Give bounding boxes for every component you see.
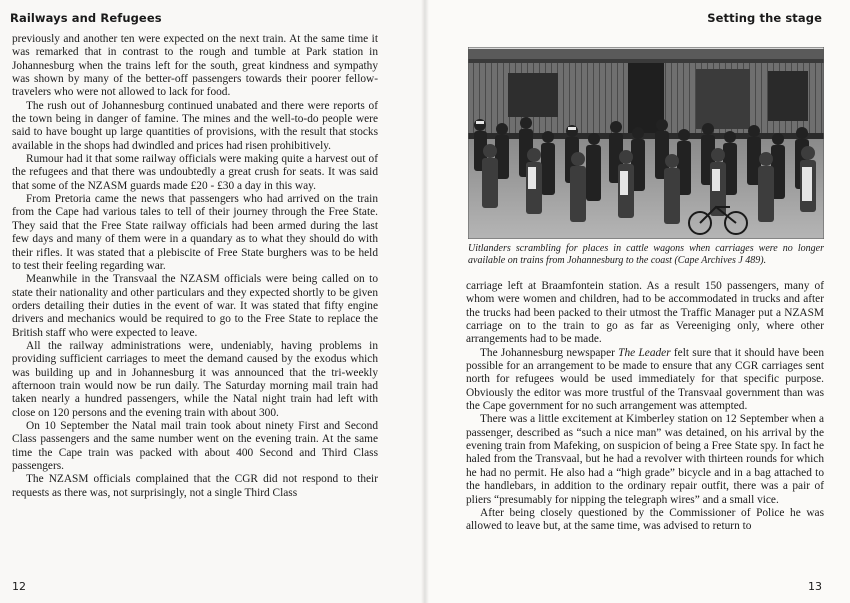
- paragraph: carriage left at Braamfontein station. As a result 150 passengers, many of whom were women and children, had to be accommodated in trucks and after the trucks had been packed to their utmost the Traffic Manager put a NZASM carriage on to the train to go as far as Vereeniging only, where other arrangements had to be made.: [466, 280, 824, 346]
- paragraph: After being closely questioned by the Commissioner of Police he was allowed to leave but, at the same time, was advised to return to: [466, 506, 824, 533]
- running-head-left: Railways and Refugees: [10, 11, 162, 25]
- running-head-right: Setting the stage: [707, 11, 822, 25]
- photo-illustration: [468, 47, 824, 239]
- paragraph: There was a little excitement at Kimberley station on 12 September when a passenger, described as “such a nice man” was detained, on his arrival by the evening train from Mafeking, on suspicion of being a Free State spy. In fact he haled from the Transvaal, but he had a revolver with thirteen rounds for which he had no permit. He also had a “high grade” bicycle and in a bag attached to the handlebars, in addition to the ordinary repair outfit, there was a pair of pliers “presumably for nipping the telegraph wires” and a small vice.: [466, 413, 824, 506]
- paragraph: The NZASM officials complained that the CGR did not respond to their requests as there was, not surprisingly, not a single Third Class: [12, 473, 378, 499]
- paragraph: previously and another ten were expected on the next train. At the same time it was remarked that in contrast to the rough and tumble at Park station in Johannesburg when the trains left for the south, great kindness and sympathy was shown by many of the better-off passengers towards their poorer fellow-travelers who were not allowed to lack for food.: [12, 33, 378, 99]
- figure-caption: Uitlanders scrambling for places in cattle wagons when carriages were no longer available on trains from Johannesburg to the coast (Cape Archives J 489).: [468, 243, 824, 266]
- page-number-right: 13: [808, 580, 822, 593]
- paragraph: The rush out of Johannesburg continued unabated and there were reports of the town being in danger of famine. The mines and the well-to-do people were said to have bought up large quantities of provisions, with the result that stocks available in the shops had dwindled and prices had risen prohibitively.: [12, 99, 378, 152]
- text-run: felt sure that it should have been possible for an arrangement to be made to ensure that any CGR carriages sent north for refugees would be used immediately for that specific purpose. Obviously the editor was more trustful of the Transvaal government than was the Cape government for no such arrangement was attempted.: [466, 346, 824, 413]
- newspaper-title: The Leader: [618, 346, 671, 359]
- paragraph: [466, 347, 824, 414]
- paragraph: All the railway administrations were, undeniably, having problems in providing sufficient carriages to meet the demand caused by the exodus which was building up and in Johannesburg it was announced that the tri-weekly afternoon train would now be run daily. The Saturday morning mail train had taken nearly a hundred passengers, while the Natal night train had left with close on 120 persons and the evening train with about 300.: [12, 339, 378, 419]
- paragraph: Rumour had it that some railway officials were making quite a harvest out of the refugees and that there was undoubtedly a great crush for seats. It was said that some of the NZASM guards made £20 - £30 a day in this way.: [12, 153, 378, 192]
- paragraph: On 10 September the Natal mail train took about ninety First and Second Class passengers and the same number went on the evening train. At the same time the Cape train was packed with about 400 Second and Third Class passengers.: [12, 419, 378, 472]
- text-run: The Johannesburg newspaper: [480, 346, 619, 359]
- historical-photograph: [468, 47, 824, 239]
- left-page-body: [12, 33, 378, 500]
- page-number-left: 12: [12, 580, 26, 593]
- paragraph: Meanwhile in the Transvaal the NZASM officials were being called on to state their nationality and other particulars and they expected shortly to be given orders detailing their duties in the event of war. It was stated that fifty engine drivers and mechanics would be required to go to the Free State to replace the British staff who were expected to leave.: [12, 273, 378, 339]
- right-page-body: [466, 280, 824, 534]
- paragraph: From Pretoria came the news that passengers who had arrived on the train from the Cape had various tales to tell of their journey through the Free State. They said that the Free State railway officials had been armed during the last few days and many of them were in a quandary as to what they should do with their rifles. It was stated that a plebiscite of Free State burghers was to be held to test their feeling regarding war.: [12, 193, 378, 272]
